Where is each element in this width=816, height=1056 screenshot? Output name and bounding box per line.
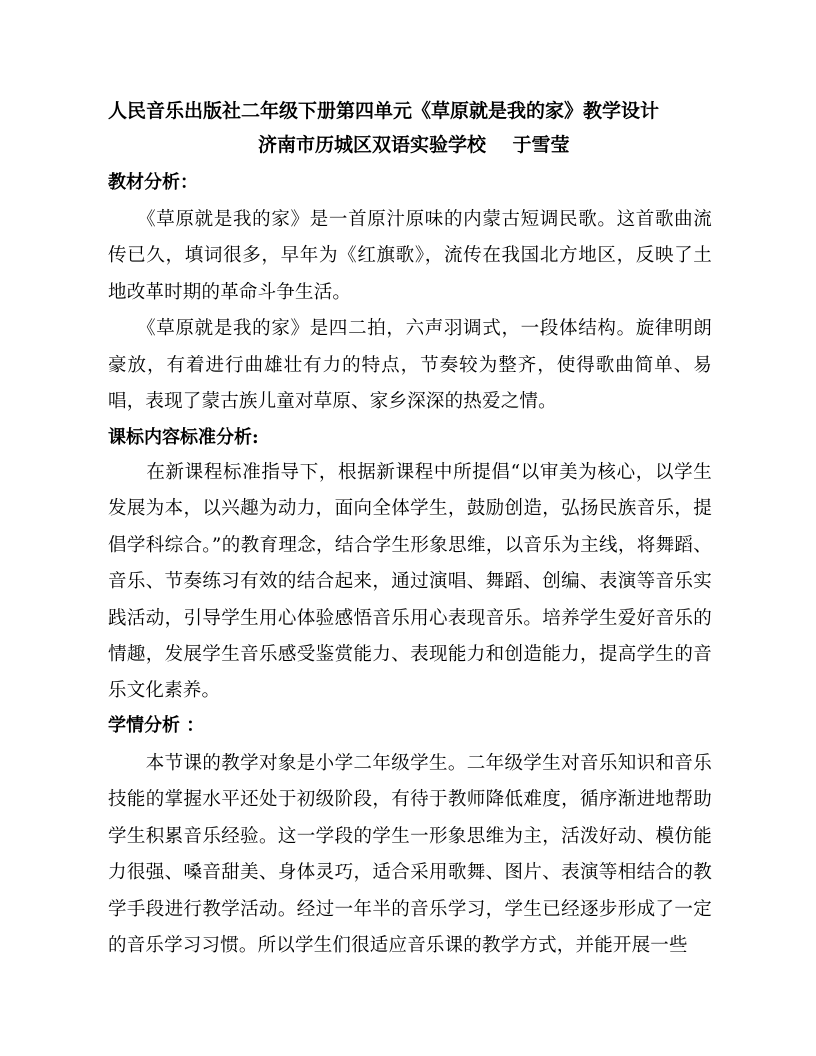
section-body-curriculum-standard (108, 455, 712, 710)
section-heading-textbook-analysis: 教材分析： (108, 172, 198, 193)
section-heading-curriculum-standard: 课标内容标准分析: (108, 427, 259, 448)
document-title: 人民音乐出版社二年级下册第四单元《草原就是我的家》教学设计 (108, 100, 660, 122)
section-body-textbook-analysis (108, 202, 712, 420)
paragraph: 在新课程标准指导下，根据新课程中所提倡“以审美为核心，以学生发展为本，以兴趣为动力，面向全体学生，鼓励创造，弘扬民族音乐，提倡学科综合。”的教育理念，结合学生形象思维，以音乐为主线，将舞蹈、音乐、节奏练习有效的结合起来，通过演唱、舞蹈、创编、表演等音乐实践活动，引导学生用心体验感悟音乐用心表现音乐。培养学生爱好音乐的情趣，发展学生音乐感受鉴赏能力、表现能力和创造能力，提高学生的音乐文化素养。 (108, 462, 712, 702)
paragraph: 本节课的教学对象是小学二年级学生。二年级学生对音乐知识和音乐技能的掌握水平还处于初级阶段，有待于教师降低难度，循序渐进地帮助学生积累音乐经验。这一学段的学生一形象思维为主，活泼好动、模仿能力很强、嗓音甜美、身体灵巧，适合采用歌舞、图片、表演等相结合的教学手段进行教学活动。经过一年半的音乐学习，学生已经逐步形成了一定的音乐学习习惯。所以学生们很适应音乐课的教学方式，并能开展一些 (108, 753, 712, 957)
section-body-student-analysis (108, 746, 712, 964)
section-heading-student-analysis: 学情分析 ： (108, 715, 205, 736)
paragraph: 《草原就是我的家》是四二拍，六声羽调式，一段体结构。旋律明朗豪放，有着进行曲雄壮有力的特点，节奏较为整齐，使得歌曲简单、易唱，表现了蒙古族儿童对草原、家乡深深的热爱之情。 (108, 318, 712, 413)
paragraph: 《草原就是我的家》是一首原汁原味的内蒙古短调民歌。这首歌曲流传已久，填词很多，早年为《红旗歌》，流传在我国北方地区，反映了土地改革时期的革命斗争生活。 (108, 209, 712, 303)
author-line: 济南市历城区双语实验学校 于雪莹 (258, 134, 570, 156)
